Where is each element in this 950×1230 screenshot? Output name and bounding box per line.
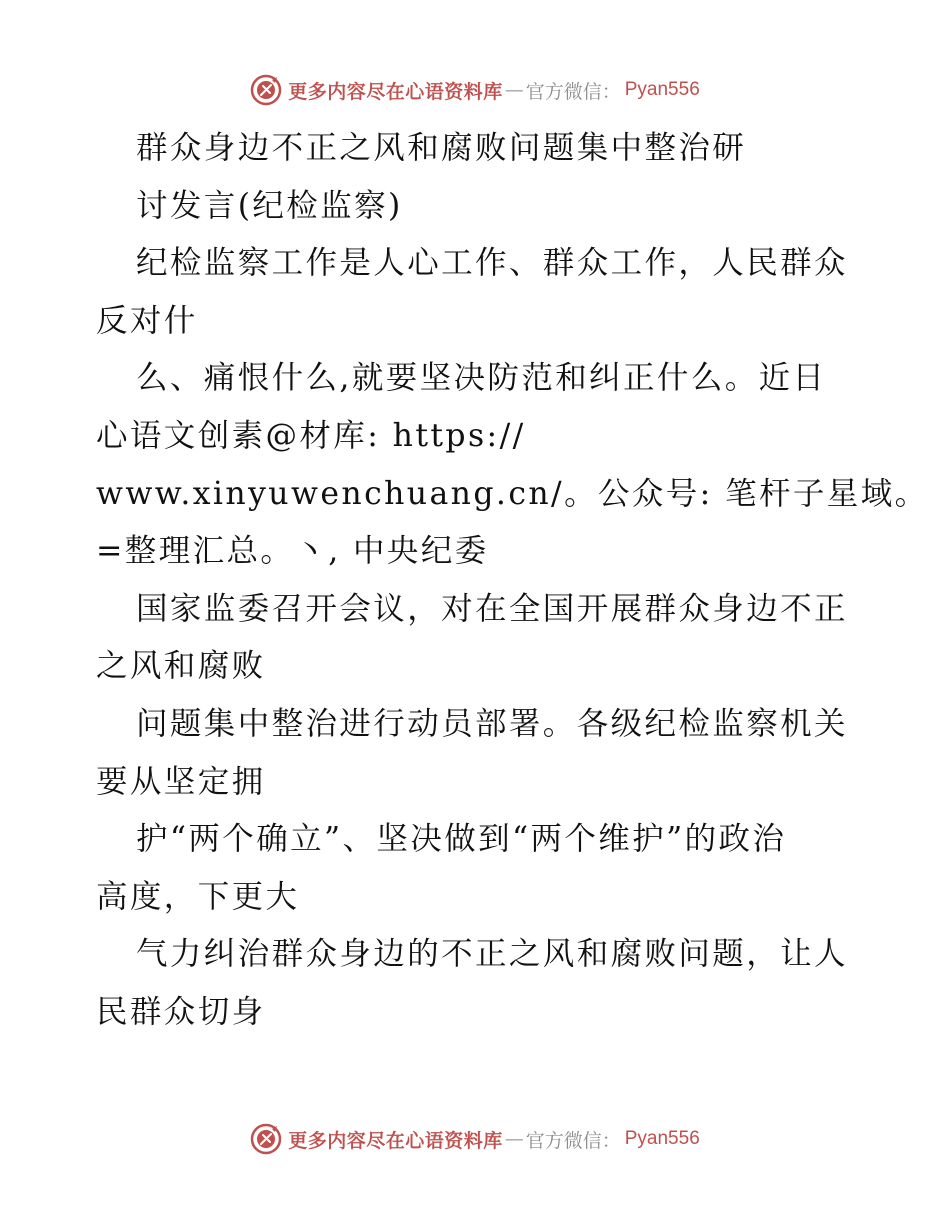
document-line: 要从坚定拥 [96, 763, 266, 800]
seal-logo-icon [250, 74, 282, 106]
document-line: 么、痛恨什么,就要坚决防范和纠正什么。近日 [136, 360, 827, 397]
document-line: 民群众切身 [96, 993, 266, 1030]
document-line: 气力纠治群众身边的不正之风和腐败问题，让人 [136, 936, 848, 973]
document-line: 反对什 [96, 302, 198, 339]
watermark-wechat-id: Pyan556 [624, 1128, 700, 1149]
watermark-main-text: 更多内容尽在心语资料库 [288, 80, 503, 103]
footer-watermark [0, 1119, 950, 1159]
header-watermark [0, 70, 950, 110]
document-line: 纪检监察工作是人心工作、群众工作，人民群众 [136, 245, 848, 282]
watermark-separator: — [504, 79, 524, 101]
document-paragraphs [96, 235, 929, 1041]
document-line: 护“两个确立”、坚决做到“两个维护”的政治 [136, 821, 787, 858]
document-body [96, 120, 929, 1042]
seal-logo-icon [250, 1123, 282, 1155]
document-line: 问题集中整治进行动员部署。各级纪检监察机关 [136, 705, 848, 742]
document-line: =整理汇总。丶, 中央纪委 [96, 533, 489, 570]
document-line: 高度，下更大 [96, 878, 300, 915]
document-title-line-1: 群众身边不正之风和腐败问题集中整治研 [136, 130, 747, 166]
document-title-line-2: 讨发言(纪检监察) [136, 187, 403, 224]
document-line: 国家监委召开会议，对在全国开展群众身边不正 [136, 590, 848, 627]
watermark-wechat-label: 官方微信： [525, 1129, 621, 1152]
document-line: 之风和腐败 [96, 648, 266, 685]
document-line: www.xinyuwenchuang.cn/。公众号: 笔杆子星域。 [96, 475, 929, 512]
document-line: 心语文创素@材库: https:// [96, 417, 526, 454]
watermark-main-text: 更多内容尽在心语资料库 [288, 1129, 503, 1152]
watermark-separator: — [504, 1128, 524, 1150]
watermark-wechat-id: Pyan556 [624, 79, 700, 100]
watermark-wechat-label: 官方微信： [525, 80, 621, 103]
